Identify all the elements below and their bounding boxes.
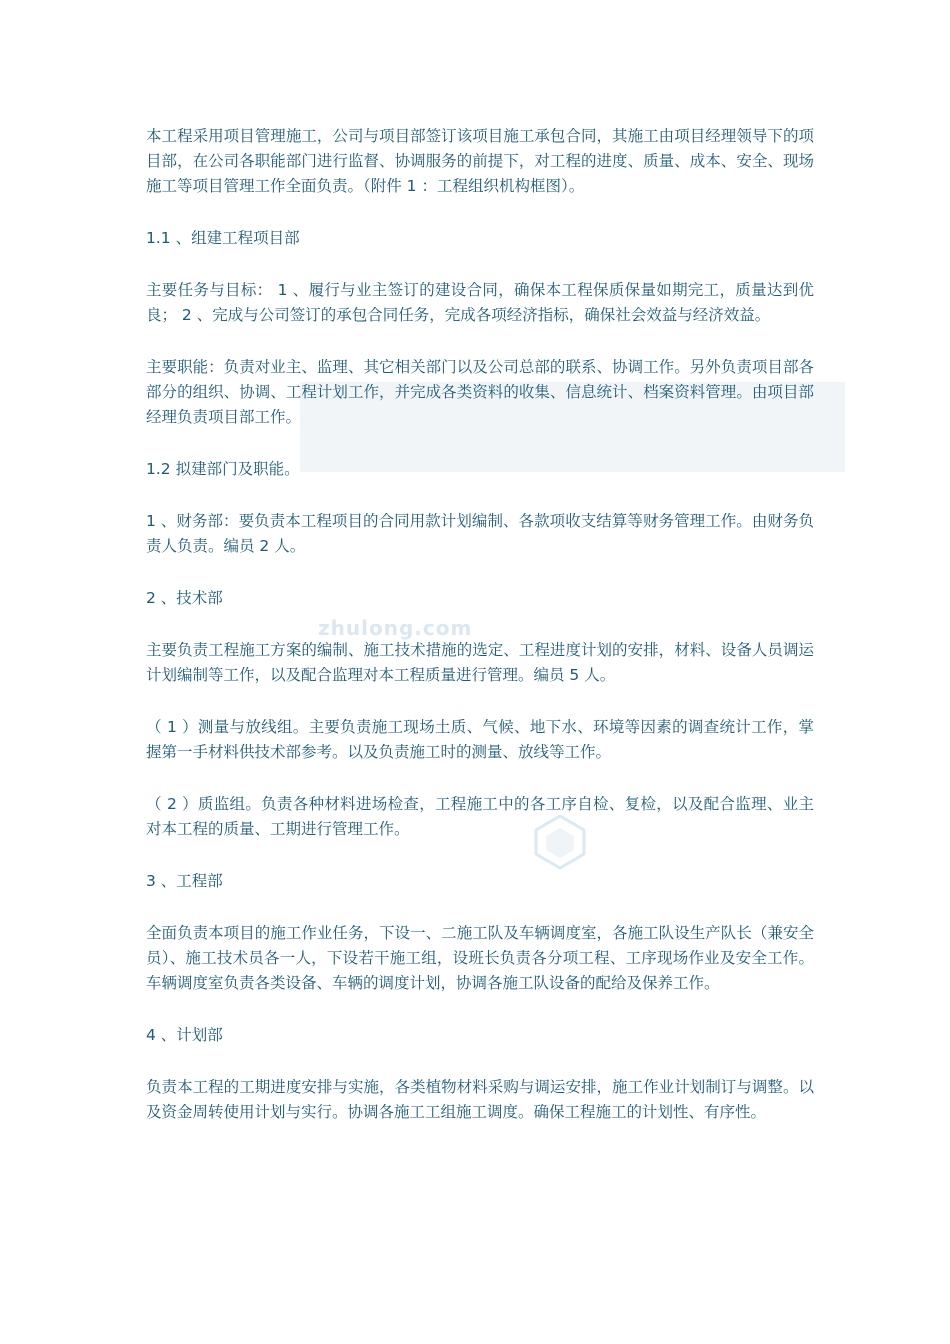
paragraph-survey-group: （ 1 ）测量与放线组。主要负责施工现场土质、气候、地下水、环境等因素的调查统计工作，掌握第一手材料供技术部参考。以及负责施工时的测量、放线等工作。 xyxy=(146,718,814,761)
paragraph-tech-dept: 主要负责工程施工方案的编制、施工技术措施的选定、工程进度计划的安排，材料、设备人员调运计划编制等工作，以及配合监理对本工程质量进行管理。编员 5 人。 xyxy=(146,641,814,684)
heading-engineering-dept: 3 、工程部 xyxy=(146,872,223,890)
heading-1-1: 1.1 、组建工程项目部 xyxy=(146,229,300,247)
paragraph-quality-group: （ 2 ）质监组。负责各种材料进场检查，工程施工中的各工序自检、复检，以及配合监理、业主对本工程的质量、工期进行管理工作。 xyxy=(146,795,814,838)
heading-planning-dept: 4 、计划部 xyxy=(146,1026,223,1044)
paragraph-main-functions: 主要职能：负责对业主、监理、其它相关部门以及公司总部的联系、协调工作。另外负责项目部各部分的组织、协调、工程计划工作，并完成各类资料的收集、信息统计、档案资料管理。由项目部经理负责项目部工作。 xyxy=(146,358,814,426)
paragraph-intro: 本工程采用项目管理施工，公司与项目部签订该项目施工承包合同，其施工由项目经理领导下的项目部，在公司各职能部门进行监督、协调服务的前提下，对工程的进度、质量、成本、安全、现场施工等项目管理工作全面负责。（附件 1 ：工程组织机构框图）。 xyxy=(146,127,814,195)
heading-tech-dept: 2 、技术部 xyxy=(146,589,223,607)
watermark-text: zhulong.com xyxy=(318,616,473,640)
paragraph-planning-dept: 负责本工程的工期进度安排与实施，各类植物材料采购与调运安排，施工作业计划制订与调整。以及资金周转使用计划与实行。协调各施工工组施工调度。确保工程施工的计划性、有序性。 xyxy=(146,1078,814,1121)
heading-1-2: 1.2 拟建部门及职能。 xyxy=(146,460,300,478)
document-body xyxy=(146,124,814,1152)
paragraph-tasks-goals: 主要任务与目标： 1 、履行与业主签订的建设合同，确保本工程保质保量如期完工，质量达到优良； 2 、完成与公司签订的承包合同任务，完成各项经济指标，确保社会效益与经济效益。 xyxy=(146,281,814,324)
paragraph-engineering-dept: 全面负责本项目的施工作业任务，下设一、二施工队及车辆调度室，各施工队设生产队长（兼安全员）、施工技术员各一人，下设若干施工组，设班长负责各分项工程、工序现场作业及安全工作。车辆调度室负责各类设备、车辆的调度计划，协调各施工队设备的配给及保养工作。 xyxy=(146,924,814,992)
paragraph-finance-dept: 1 、财务部：要负责本工程项目的合同用款计划编制、各款项收支结算等财务管理工作。由财务负责人负责。编员 2 人。 xyxy=(146,512,814,555)
